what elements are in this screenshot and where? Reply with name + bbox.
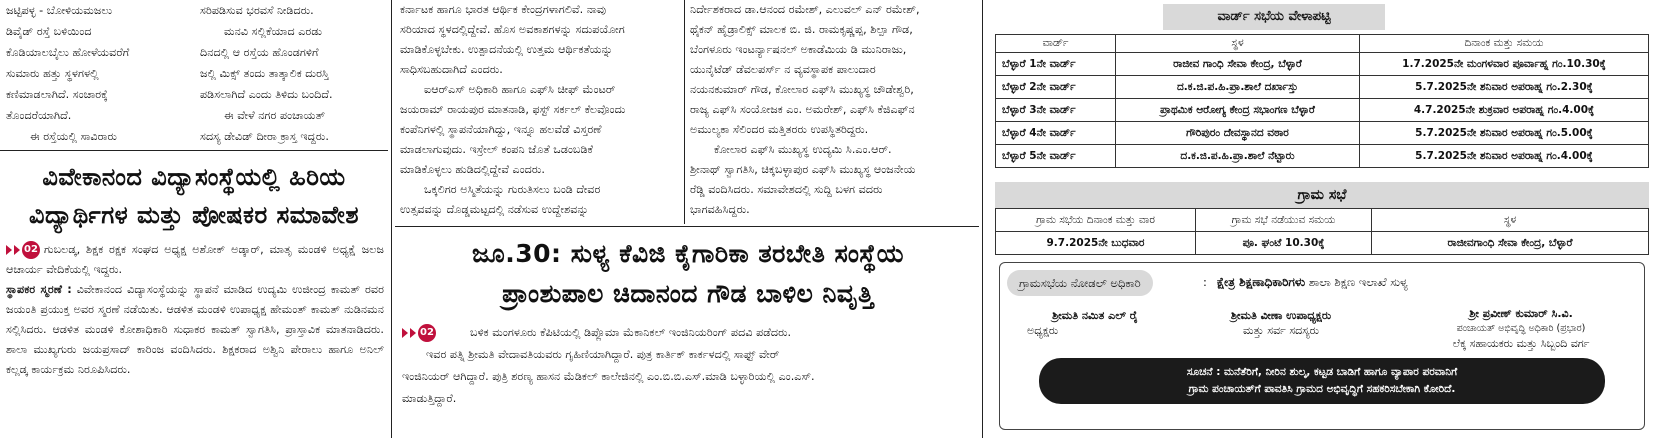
ward-cell-place: ರಾಜೀವ ಗಾಂಧಿ ಸೇವಾ ಕೇಂದ್ರ, ಬೆಳ್ಳಾರೆ bbox=[1116, 53, 1360, 76]
triangle-icon bbox=[6, 245, 12, 255]
note-label: ಸೂಚನೆ : bbox=[1186, 366, 1221, 378]
text-line: ತೊಂದರೆಯಾಗಿದೆ. bbox=[6, 109, 72, 122]
text-line: ಈ ರಸ್ತೆಯಲ್ಲಿ ಸಾವಿರಾರು bbox=[30, 130, 117, 143]
nodal-officer-pill bbox=[1007, 270, 1153, 296]
col2 bbox=[400, 0, 680, 220]
ward-cell-place: ದ.ಕ.ಜಿ.ಪ.ಹಿ.ಪ್ರಾ.ಶಾಲೆ ನೆಟ್ಟಾರು bbox=[1116, 145, 1360, 168]
text-line: ಬೆಂಗಳೂರು ಇಂಟರ್ನ್ಯಾಷನಲ್ ಅಕಾಡೆಮಿಯ ಡಿ ಮುನಿರಾಜು, bbox=[690, 43, 907, 56]
col1-divider bbox=[0, 150, 388, 151]
text-line: ಭಾಗವಹಿಸಿದ್ದರು. bbox=[690, 203, 750, 216]
text-line: ಈ ವೇಳೆ ನಗರ ಪಂಚಾಯತ್ bbox=[224, 109, 326, 122]
story2-headline bbox=[396, 234, 980, 314]
text-line: ರಾಜ್ಯ ಎಫ್‌ಸಿ ಸಂಯೋಜಕ ಎಂ. ಅಮರೇಶ್, ಎಫ್‌ಸಿ ಕೆಜಿಎಫ್‌ನ bbox=[690, 103, 915, 116]
text-line: ಮನವಿ ಸಲ್ಲಿಕೆಯಾದ ಎರಡು bbox=[224, 25, 323, 38]
ward-cell-place: ಗೌರಿಪುರಂ ದೇವಸ್ಥಾನದ ವಠಾರ bbox=[1116, 122, 1360, 145]
table-row bbox=[996, 53, 1649, 76]
story2-line2: ಇವರ ಪತ್ನಿ ಶ್ರೀಮತಿ ವೇದಾವತಿಯವರು ಗೃಹಿಣಿಯಾಗಿದ್ದಾರೆ. ಪುತ್ರ ಕಾರ್ತಿಕ್ ಕಾರ್ಕಳದಲ್ಲಿ ಸಾಫ್ಟ್ ವೇರ್ bbox=[426, 348, 780, 361]
text-line: ಸಾಧಿಸಬಹುದಾಗಿದೆ ಎಂದರು. bbox=[400, 63, 503, 76]
col3 bbox=[690, 0, 974, 220]
ward-cell-datetime: 5.7.2025ನೇ ಶನಿವಾರ ಅಪರಾಹ್ನ ಗಂ.4.00ಕ್ಕೆ bbox=[1360, 145, 1649, 168]
sig1-role: ಅಧ್ಯಕ್ಷರು bbox=[1027, 324, 1059, 337]
story2-top-rule bbox=[395, 226, 979, 227]
story-marker bbox=[6, 241, 40, 259]
table-header-row bbox=[996, 35, 1649, 53]
text-line: ಒಕ್ಕಲಿಗರ ಅಸ್ಮಿತೆಯನ್ನು ಗುರುತಿಸಲು ಬಂಡಿ ದೇವರ bbox=[424, 183, 601, 196]
text-line: ಯುನೈಟೆಡ್ ಡೆವಲಪರ್ಸ್ ನ ವ್ಯವಸ್ಥಾಪಕ ಪಾಲುದಾರ bbox=[690, 63, 876, 76]
table-row bbox=[996, 76, 1649, 99]
grama-sabha-table bbox=[995, 208, 1649, 255]
story1-headline bbox=[0, 158, 388, 234]
ward-cell-datetime: 4.7.2025ನೇ ಶುಕ್ರವಾರ ಅಪರಾಹ್ನ ಗಂ.4.00ಕ್ಕೆ bbox=[1360, 99, 1649, 122]
nodal-colon: : bbox=[1203, 275, 1207, 289]
ward-cell-ward: ಬೆಳ್ಳಾರೆ 5ನೇ ವಾರ್ಡ್ bbox=[996, 145, 1116, 168]
text-line: ಐಆರ್‌ಎಸ್ ಅಧಿಕಾರಿ ಹಾಗೂ ಎಫ್‌ಸಿ ಚೀಫ್ ಮೆಂಟರ್ bbox=[424, 83, 616, 96]
text-line: ಕೋಲಾರ ಎಫ್‌ಸಿ ಮುಖ್ಯಸ್ಥ ಉದ್ಯಮಿ ಸಿ.ಎಂ.ಆರ್. bbox=[714, 143, 892, 156]
ward-cell-ward: ಬೆಳ್ಳಾರೆ 2ನೇ ವಾರ್ಡ್ bbox=[996, 76, 1116, 99]
story-marker bbox=[402, 324, 436, 342]
sig3-staff: ಲೆಕ್ಕ ಸಹಾಯಕರು ಮತ್ತು ಸಿಬ್ಬಂದಿ ವರ್ಗ bbox=[1452, 337, 1590, 350]
story1-headline-line1: ವಿವೇಕಾನಂದ ವಿದ್ಯಾಸಂಸ್ಥೆಯಲ್ಲಿ ಹಿರಿಯ bbox=[42, 163, 346, 191]
story1-subhead: ಸ್ಥಾಪಕರ ಸ್ಮರಣೆ : bbox=[6, 283, 72, 296]
story2-line1 bbox=[402, 322, 974, 344]
signatory-president bbox=[1005, 308, 1185, 338]
table-row bbox=[996, 122, 1649, 145]
table-row bbox=[996, 99, 1649, 122]
sig2-role: ಮತ್ತು ಸರ್ವ ಸದಸ್ಯರು bbox=[1243, 324, 1319, 337]
text-line: ರೆಡ್ಡಿ ವಂದಿಸಿದರು. ಸಮಾವೇಶದಲ್ಲಿ ಸುದ್ದಿ ಬಳಗ ವದರು bbox=[690, 183, 883, 196]
text-line: ಕಂಪೆನಿಗಳಲ್ಲಿ ಸ್ಥಾಪನೆಯಾಗಿದ್ದು, ಇನ್ನೂ ಹಲವೆಡೆ ವಿಸ್ತರಣೆ bbox=[400, 123, 602, 136]
notice-banner bbox=[1039, 358, 1605, 404]
story2-line3: ಇಂಜಿನಿಯರ್ ಆಗಿದ್ದಾರೆ. ಪುತ್ರಿ ಶರಣ್ಯ ಹಾಸನ ಮೆಡಿಕಲ್ ಕಾಲೇಜಿನಲ್ಲಿ ಎಂ.ಬಿ.ಬಿ.ಎಸ್.ಮಾಡಿ ಬಳ್ಳಾರಿಯಲ್ಲಿ ಎಂ.ಎಸ್. bbox=[402, 370, 815, 383]
sig1-name: ಶ್ರೀಮತಿ ನಮಿತ ಎಲ್ ರೈ bbox=[1052, 309, 1138, 322]
story1-headline-line2: ವಿದ್ಯಾರ್ಥಿಗಳ ಮತ್ತು ಪೋಷಕರ ಸಮಾವೇಶ bbox=[28, 201, 359, 229]
text-line: ಶ್ರೀನಾಥ್ ಸ್ವಾಗತಿಸಿ, ಚಿಕ್ಕಬಳ್ಳಾಪುರ ಎಫ್‌ಸಿ ಮುಖ್ಯಸ್ಥ ಆಂಜನೇಯ bbox=[690, 163, 916, 176]
text-line: ಕಣಿಮಾಡಲಾಗಿದೆ. ಸಂಚಾರಕ್ಕೆ bbox=[6, 88, 108, 101]
triangle-icon bbox=[410, 328, 416, 338]
text-line: ಜಯರಾಮ್ ರಾಯಪುರ ಮಾತನಾಡಿ, ಫಸ್ಟ್ ಸರ್ಕಲ್ ಕೆಲವೊಂದು bbox=[400, 103, 626, 116]
grama-date: 9.7.2025ನೇ ಬುಧವಾರ bbox=[996, 232, 1196, 255]
col-header-grama-date: ಗ್ರಾಮ ಸಭೆಯ ದಿನಾಂಕ ಮತ್ತು ವಾರ bbox=[996, 209, 1196, 232]
nodal-value-rest: ಶಾಲಾ ಶಿಕ್ಷಣ ಇಲಾಖೆ ಸುಳ್ಯ bbox=[1308, 275, 1408, 289]
text-line: ನಿರ್ದೇಶಕರಾದ ಡಾ.ಆನಂದ ರಮೇಶ್, ಎಲುವಲ್ ಎನ್ ರಮೇಶ್, bbox=[690, 3, 920, 16]
page-number-badge: 02 bbox=[418, 324, 436, 342]
col-header-ward: ವಾರ್ಡ್ bbox=[996, 35, 1116, 53]
page-number-badge: 02 bbox=[22, 241, 40, 259]
triangle-icon bbox=[402, 328, 408, 338]
notice-banner-line1 bbox=[1053, 364, 1591, 381]
signatory-pdo bbox=[1401, 306, 1641, 351]
story1-para-text: ವಿವೇಕಾನಂದ ವಿದ್ಯಾಸಂಸ್ಥೆಯನ್ನು ಸ್ಥಾಪನೆ ಮಾಡಿದ ಉದ್ಯಮಿ ಉಜೀಂದ್ರ ಕಾಮತ್ ರವರ ಜಯಂತಿ ಪ್ರಯುಕ್ತ ಅವರ ಸ್ಮರಣೆ ನಡೆಯಿತು. ಆಡಳಿತ ಮಂಡಳಿ ಉಪಾಧ್ಯಕ್ಷ ಹೇಮಂತ್ ಕಾಮತ್ ನುಡಿನಮನ ಸಲ್ಲಿಸಿದರು. ಆಡಳಿತ ಮಂಡಳಿ ಕೋಶಾಧಿಕಾರಿ ಸುಧಾಕರ ಕಾಮತ್ ಸ್ವಾಗತಿಸಿ, ಪ್ರಾಸ್ತಾವಿಕ ಮಾತನಾಡಿದರು. ಶಾಲಾ ಮುಖ್ಯಗುರು ಜಯಪ್ರಸಾದ್ ಕಾರಿಂಜ ವಂದಿಸಿದರು. ಶಿಕ್ಷಕರಾದ ಅಶ್ವಿನಿ ಪೇರಾಲು ಹಾಗೂ ಅನಿಲ್ ಕಲ್ಲಡ್ಕ ಕಾರ್ಯಕ್ರಮ ನಿರೂಪಿಸಿದರು. bbox=[6, 283, 384, 376]
note-text2: ಗ್ರಾಮ ಪಂಚಾಯತ್‌ಗೆ ಪಾವತಿಸಿ ಗ್ರಾಮದ ಅಭಿವೃದ್ಧಿಗೆ ಸಹಕರಿಸಬೇಕಾಗಿ ಕೋರಿದೆ. bbox=[1188, 383, 1456, 395]
story1-body bbox=[6, 240, 384, 380]
triangle-icon bbox=[14, 245, 20, 255]
sig2-name: ಶ್ರೀಮತಿ ವೀಣಾ ಉಪಾಧ್ಯಕ್ಷರು bbox=[1230, 309, 1332, 322]
text-line: ಥೈಕನ್ ಹೈಡ್ರಾಲಿಕ್ಸ್ ಮಾಲಕ ಬಿ. ಜಿ. ರಾಮಕೃಷ್ಣಪ್ಪ, ಶಿಲ್ಪಾ ಗೌಡ, bbox=[690, 23, 913, 36]
ward-cell-ward: ಬೆಳ್ಳಾರೆ 3ನೇ ವಾರ್ಡ್ bbox=[996, 99, 1116, 122]
nodal-value bbox=[1193, 275, 1408, 290]
grama-place: ರಾಜೀವಗಾಂಧಿ ಸೇವಾ ಕೇಂದ್ರ, ಬೆಳ್ಳಾರೆ bbox=[1372, 232, 1649, 255]
text-line: ಸುಮಾರು ಹತ್ತು ಸ್ಥಳಗಳಲ್ಲಿ bbox=[6, 67, 99, 80]
sig3-role: ಪಂಚಾಯತ್ ಅಭಿವೃದ್ಧಿ ಅಧಿಕಾರಿ (ಪ್ರಭಾರ) bbox=[1456, 323, 1586, 334]
col-header-datetime: ದಿನಾಂಕ ಮತ್ತು ಸಮಯ bbox=[1360, 35, 1649, 53]
text-line: ಪಡಿಸಲಾಗಿದೆ ಎಂದು ತಿಳಿದು ಬಂದಿದೆ. bbox=[200, 88, 333, 101]
grama-sabha-title: ಗ್ರಾಮ ಸಭೆ bbox=[995, 182, 1649, 208]
text-line: ಜಟ್ಟಿಪಳ್ಳ - ಬೋಳಿಯಮಜಲು bbox=[6, 4, 113, 17]
col1-top-right bbox=[200, 0, 386, 147]
text-line: ಮಾಡಲಾಗುವುದು. ಇಸ್ರೇಲ್ ಕಂಪನಿ ಜೊತೆ ಒಡಂಬಡಿಕೆ bbox=[400, 143, 594, 156]
text-line: ದಿನದಲ್ಲಿ ಆ ರಸ್ತೆಯ ಹೊಂಡಗಳಿಗೆ bbox=[200, 46, 319, 59]
text-line: ಜಲ್ಲಿ ಮಿಕ್ಸ್ ತಂದು ತಾತ್ಕಾಲಿಕ ದುರಸ್ತಿ bbox=[200, 67, 329, 80]
table-row bbox=[996, 232, 1649, 255]
story2-headline-line2: ಪ್ರಾಂಶುಪಾಲ ಚಿದಾನಂದ ಗೌಡ ಬಾಳಿಲ ನಿವೃತ್ತಿ bbox=[502, 279, 874, 308]
panchayat-notice bbox=[983, 0, 1661, 438]
signatory-vice-president bbox=[1183, 308, 1379, 338]
text-line: ಸರಿಯಾದ ಸ್ಥಳದಲ್ಲಿದ್ದೇವೆ. ಹೊಸ ಅವಕಾಶಗಳನ್ನು ಸದುಪಯೋಗ bbox=[400, 23, 625, 36]
story2-headline-line1: ಜೂ.30: ಸುಳ್ಯ ಕೆವಿಜಿ ಕೈಗಾರಿಕಾ ತರಬೇತಿ ಸಂಸ್ಥೆಯ bbox=[472, 239, 904, 268]
text-line: ನಯನಕುಮಾರ್ ಗೌಡ, ಕೋಲಾರ ಎಫ್‌ಸಿ ಮುಖ್ಯಸ್ಥ ಚೌಡೇಶ್ವರಿ, bbox=[690, 83, 914, 96]
col1-top-left bbox=[6, 0, 192, 147]
col-header-grama-place: ಸ್ಥಳ bbox=[1372, 209, 1649, 232]
text-line: ಸದಸ್ಯ ಡೇವಿಡ್ ದೀರಾ ಕ್ರಾಸ್ತ ಇದ್ದರು. bbox=[200, 130, 329, 143]
grama-time: ಪೂ. ಘಂಟೆ 10.30ಕ್ಕೆ bbox=[1196, 232, 1372, 255]
nodal-value-bold: ಕ್ಷೇತ್ರ ಶಿಕ್ಷಣಾಧಿಕಾರಿಗಳು bbox=[1216, 275, 1306, 289]
text-line: ಡಿವೈಡ್ ರಸ್ತೆ ಬಳಿಯಿಂದ bbox=[6, 25, 92, 38]
col-header-place: ಸ್ಥಳ bbox=[1116, 35, 1360, 53]
ward-schedule-table bbox=[995, 34, 1649, 168]
text-line: ಮಾಡಿಕೊಳ್ಳಲು ಹುಡಿದಲ್ಲಿದ್ದೇವೆ ಎಂದರು. bbox=[400, 163, 545, 176]
nodal-label: ಗ್ರಾಮಸಭೆಯ ನೋಡಲ್ ಅಧಿಕಾರಿ bbox=[1019, 276, 1141, 290]
story1-para bbox=[6, 280, 384, 380]
text-line: ಸರಿಪಡಿಸುವ ಭರವಸೆ ನೀಡಿದರು. bbox=[200, 4, 314, 17]
table-header-row bbox=[996, 209, 1649, 232]
ward-cell-datetime: 5.7.2025ನೇ ಶನಿವಾರ ಅಪರಾಹ್ನ ಗಂ.5.00ಕ್ಕೆ bbox=[1360, 122, 1649, 145]
sig3-name: ಶ್ರೀ ಪ್ರವೀಣ್ ಕುಮಾರ್ ಸಿ.ವಿ. bbox=[1469, 307, 1573, 320]
ward-cell-datetime: 5.7.2025ನೇ ಶನಿವಾರ ಅಪರಾಹ್ನ ಗಂ.2.30ಕ್ಕೆ bbox=[1360, 76, 1649, 99]
text-line: ಮಾಡಿಕೊಳ್ಳಬೇಕು. ಉತ್ಪಾದನೆಯಲ್ಲಿ ಉತ್ತಮ ಆರ್ಥಿಕತೆಯನ್ನು bbox=[400, 43, 613, 56]
ward-cell-place: ದ.ಕ.ಜಿ.ಪ.ಹಿ.ಪ್ರಾ.ಶಾಲೆ ದರ್ಖಾಸ್ತು bbox=[1116, 76, 1360, 99]
ward-schedule-title: ವಾರ್ಡ್ ಸಭೆಯ ವೇಳಾಪಟ್ಟಿ bbox=[1163, 4, 1385, 30]
text-line: ಕೊಡಿಯಾಲಬೈಲು ಹೋಳೆಯವರೆಗೆ bbox=[6, 46, 130, 59]
text-line: ಉತ್ಸವವನ್ನು ದೊಡ್ಡಮಟ್ಟದಲ್ಲಿ ನಡೆಸುವ ಉದ್ದೇಶವನ್ನು bbox=[400, 203, 589, 216]
story2-line4: ಮಾಡುತ್ತಿದ್ದಾರೆ. bbox=[402, 392, 457, 405]
story1-lead-text: ಗುಬಲಡ್ಕ, ಶಿಕ್ಷಕ ರಕ್ಷಕ ಸಂಘದ ಅಧ್ಯಕ್ಷ ಅಶೋಕ್ ಅಡ್ಕಾರ್, ಮಾತೃ ಮಂಡಳಿ ಅಧ್ಯಕ್ಷೆ ಜಲಜ ಆಚಾರ್ಯ ವೇದಿಕೆಯಲ್ಲಿ ಇದ್ದರು. bbox=[6, 243, 384, 276]
note-text1: ಮನೆತೆರಿಗೆ, ನೀರಿನ ಶುಲ್ಕ, ಕಟ್ಟಡ ಬಾಡಿಗೆ ಹಾಗೂ ವ್ಯಾಪಾರ ಪರವಾನಿಗೆ bbox=[1224, 366, 1458, 378]
column-rule-2 bbox=[684, 0, 685, 224]
ward-cell-ward: ಬೆಳ್ಳಾರೆ 4ನೇ ವಾರ್ಡ್ bbox=[996, 122, 1116, 145]
table-row bbox=[996, 145, 1649, 168]
ward-cell-place: ಪ್ರಾಥಮಿಕ ಆರೋಗ್ಯ ಕೇಂದ್ರ ಸಭಾಂಗಣ ಬೆಳ್ಳಾರೆ bbox=[1116, 99, 1360, 122]
ward-cell-ward: ಬೆಳ್ಳಾರೆ 1ನೇ ವಾರ್ಡ್ bbox=[996, 53, 1116, 76]
story2-line1-text: ಬಳಿಕ ಮಂಗಳೂರು ಕೆಪಿಟಿಯಲ್ಲಿ ಡಿಪ್ಲೊಮಾ ಮೆಕಾನಿಕಲ್ ಇಂಜಿನಿಯರಿಂಗ್ ಪದವಿ ಪಡೆದರು. bbox=[470, 326, 792, 339]
text-line: ಕರ್ನಾಟಕ ಹಾಗೂ ಭಾರತ ಆರ್ಥಿಕ ಕೇಂದ್ರಗಳಾಗಲಿವೆ. ನಾವು bbox=[400, 3, 606, 16]
ward-cell-datetime: 1.7.2025ನೇ ಮಂಗಳವಾರ ಪೂರ್ವಾಹ್ನ ಗಂ.10.30ಕ್ಕೆ bbox=[1360, 53, 1649, 76]
story1-lead bbox=[6, 240, 384, 280]
text-line: ಅಮುಲ್ಯಕಾ ಸೆಲಿಂದರ ಮತ್ತಿತರರು ಉಪಸ್ಥಿತರಿದ್ದರು. bbox=[690, 123, 869, 136]
col-header-grama-time: ಗ್ರಾಮ ಸಭೆ ನಡೆಯುವ ಸಮಯ bbox=[1196, 209, 1372, 232]
column-rule-1 bbox=[391, 0, 392, 438]
story2-body bbox=[402, 322, 974, 410]
